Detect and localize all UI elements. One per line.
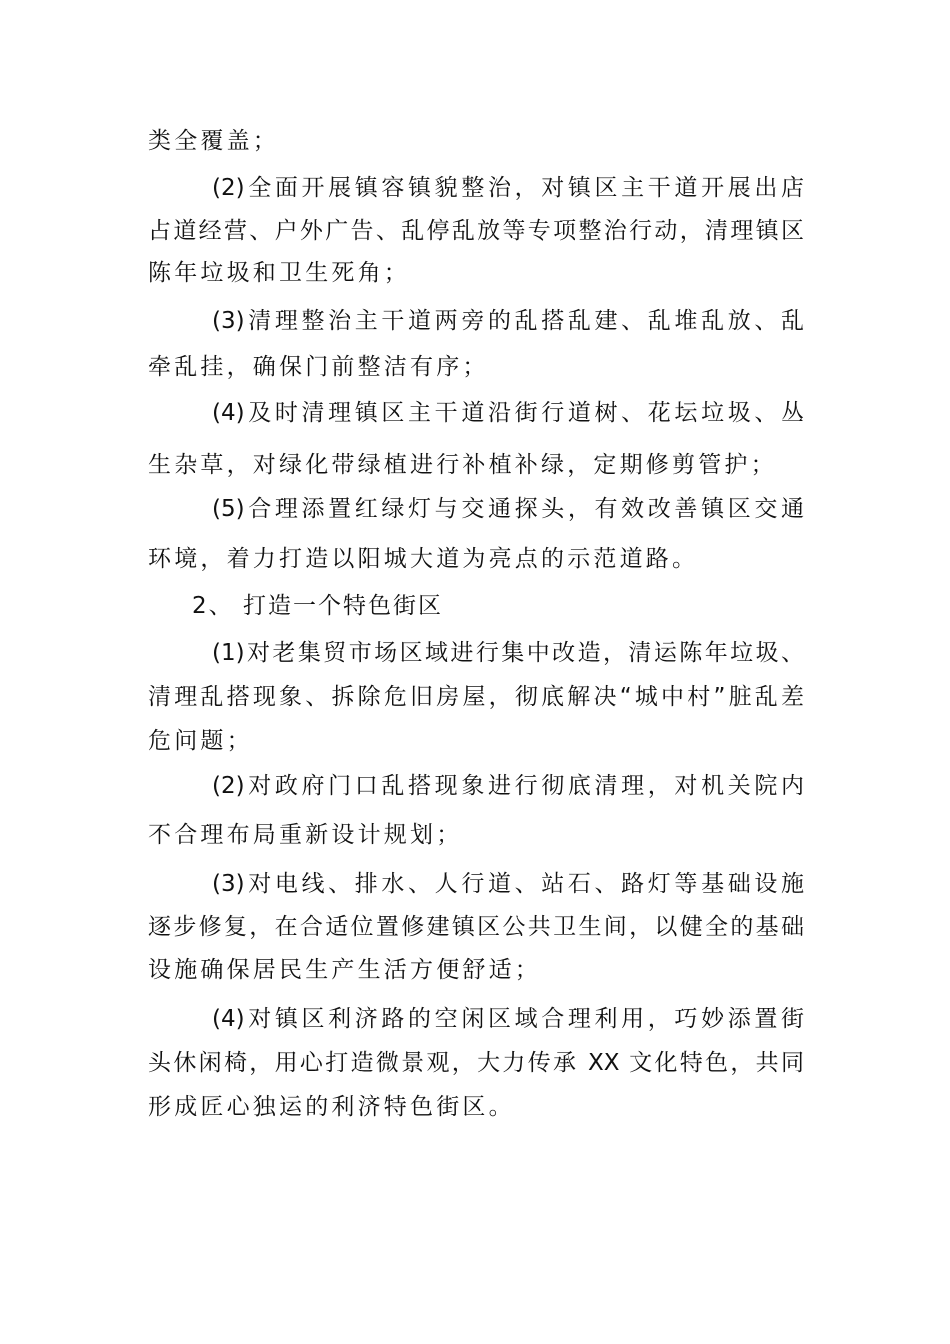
list-item-line: (2)全面开展镇容镇貌整治，对镇区主干道开展出店 [212, 175, 804, 201]
text-line: 设施确保居民生产生活方便舒适； [148, 957, 541, 983]
text-line: 类全覆盖； [148, 128, 279, 154]
list-item-line: (2)对政府门口乱搭现象进行彻底清理，对机关院内 [212, 773, 804, 799]
list-item-line: (3)清理整治主干道两旁的乱搭乱建、乱堆乱放、乱 [212, 308, 804, 334]
list-item-line: (4)对镇区利济路的空闲区域合理利用，巧妙添置街 [212, 1006, 804, 1032]
text-line: 危问题； [148, 728, 253, 754]
list-item-line: (4)及时清理镇区主干道沿街行道树、花坛垃圾、丛 [212, 400, 804, 426]
text-line: 头休闲椅，用心打造微景观，大力传承 XX 文化特色，共同 [148, 1050, 804, 1076]
text-line: 陈年垃圾和卫生死角； [148, 260, 410, 286]
text-line: 占道经营、户外广告、乱停乱放等专项整治行动，清理镇区 [148, 218, 804, 244]
text-line: 形成匠心独运的利济特色街区。 [148, 1094, 515, 1120]
text-line: 生杂草，对绿化带绿植进行补植补绿，定期修剪管护； [148, 452, 777, 478]
list-item-line: (3)对电线、排水、人行道、站石、路灯等基础设施 [212, 871, 804, 897]
text-line: 逐步修复，在合适位置修建镇区公共卫生间，以健全的基础 [148, 914, 804, 940]
text-line: 清理乱搭现象、拆除危旧房屋，彻底解决“城中村”脏乱差 [148, 684, 804, 710]
list-item-line: (1)对老集贸市场区域进行集中改造，清运陈年垃圾、 [212, 640, 804, 666]
list-item-line: (5)合理添置红绿灯与交通探头，有效改善镇区交通 [212, 496, 804, 522]
text-line: 牵乱挂，确保门前整洁有序； [148, 354, 489, 380]
text-line: 环境，着力打造以阳城大道为亮点的示范道路。 [148, 546, 699, 572]
text-line: 不合理布局重新设计规划； [148, 822, 463, 848]
section-heading: 2、 打造一个特色街区 [192, 593, 443, 619]
